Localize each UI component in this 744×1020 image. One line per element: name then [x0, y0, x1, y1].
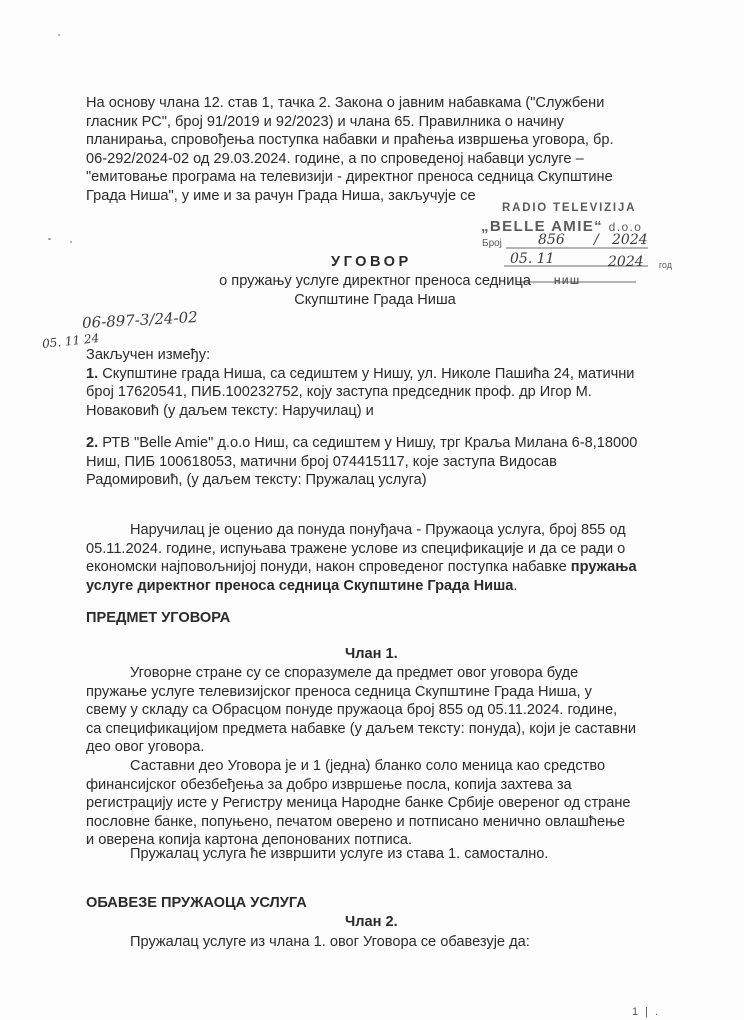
- subtitle-line: Скупштине Града Ниша: [294, 291, 456, 308]
- preamble-paragraph: [86, 521, 666, 595]
- article-2-line: Пружалац услуге из члана 1. овог Уговора се обавезује да:: [130, 934, 530, 950]
- scan-speck: [48, 238, 51, 240]
- stamp-handwritten-number: 856: [538, 232, 565, 248]
- article-2-paragraph-1: [130, 933, 666, 952]
- article-1-paragraph-2: [86, 757, 666, 850]
- party-1-number: 1.: [86, 365, 99, 382]
- stamp-org-line: RADIO TELEVIZIJA: [502, 202, 637, 214]
- article-1-line: финансијског обезбеђења за добро извршење посла, копија захтева за: [86, 776, 572, 793]
- stamp-slash: /: [594, 232, 599, 248]
- article-1-paragraph-3: [130, 845, 666, 864]
- party-2-line: Ниш, ПИБ 100618053, матични број 074415117, које заступа Видосав: [86, 453, 557, 470]
- intro-line: планирања, спровођења поступка набавки и праћења извршења уговора, бр.: [86, 132, 614, 149]
- article-1-line: са спецификацијом предмета набавке (у даљем тексту: понуда), који је саставни: [86, 720, 637, 737]
- article-1-line: део овог уговора.: [86, 739, 205, 756]
- party-1-line: Новаковић (у даљем тексту: Наручилац) и: [86, 402, 374, 419]
- preamble-line: услуге директног преноса седница Скупштине Града Ниша.: [86, 577, 518, 594]
- stamp-year-suffix: год: [658, 260, 672, 270]
- section-2-heading: ОБАВЕЗЕ ПРУЖАОЦА УСЛУГА: [86, 895, 307, 911]
- page-marker: 1 | .: [632, 1006, 661, 1018]
- intro-line: Града Ниша", у име и за рачун Града Ниша, закључује се: [86, 187, 476, 204]
- stamp-handwritten-date: 05. 11: [510, 251, 555, 267]
- stamp-company-name: „BELLE AMIE“ d.o.o: [481, 218, 643, 235]
- section-1-heading: ПРЕДМЕТ УГОВОРА: [86, 610, 231, 626]
- preamble-line: 05.11.2024. године, испуњава тражене услове из спецификације и да се ради о: [86, 540, 626, 557]
- handwritten-date: 05. 11 24: [41, 331, 100, 351]
- scan-speck: [58, 34, 60, 36]
- preamble-line: економски најповољнијој понуди, након спроведеног поступка набавке пружања: [86, 559, 637, 576]
- parties-intro: Закључен између:: [86, 347, 211, 363]
- intro-line: На основу члана 12. став 1, тачка 2. Закона о јавним набавкама ("Службени: [86, 95, 605, 111]
- intro-line: гласник РС", број 91/2019 и 92/2023) и члана 65. Правилника о начину: [86, 113, 564, 130]
- preamble-line: Наручилац је оценио да понуда понуђача - Пружаоца услуга, број 855 од: [130, 522, 626, 538]
- party-1-line: број 17620541, ПИБ.100232752, коју заступа председник проф. др Игор М.: [86, 384, 592, 401]
- article-1-line: пружање услуге телевизијског преноса седница Скупштине Града Ниша, у: [86, 683, 592, 700]
- article-1-line: регистрацију исте у Регистру меница Народне банке Србије овереног од стране: [86, 795, 631, 812]
- intro-line: "емитовање програма на телевизији - директног преноса седница Скупштине: [86, 169, 613, 186]
- article-1-heading: Члан 1.: [345, 646, 398, 662]
- intro-paragraph: [86, 94, 664, 206]
- handwritten-reference-number: 06-897-3/24-02: [81, 307, 199, 333]
- party-2-line: 2. РТВ "Belle Amie" д.о.о Ниш, са седиштем у Нишу, трг Краља Милана 6-8,18000: [86, 435, 638, 451]
- article-1-paragraph-1: [86, 664, 666, 757]
- stamp-handwritten-date-year: 2024: [608, 254, 644, 270]
- article-1-line: Пружалац услуга ће извршити услуге из става 1. самостално.: [130, 846, 549, 862]
- stamp-city: НИШ: [554, 276, 581, 286]
- article-1-line: Саставни део Уговора је и 1 (једна) бланко соло меница као средство: [130, 758, 606, 774]
- party-2-line: Радомировић, (у даљем тексту: Пружалац услуга): [86, 472, 427, 489]
- stamp-number-label: Број: [482, 238, 502, 249]
- article-1-line: Уговорне стране су се споразумеле да предмет овог уговора буде: [130, 665, 579, 681]
- subtitle-line: о пружању услуге директног преноса седница: [219, 273, 531, 289]
- article-1-line: свему у складу са Обрасцом понуде пружаоца број 855 од 05.11.2024. године,: [86, 702, 618, 719]
- contract-title: УГОВОР: [331, 254, 412, 270]
- intro-line: 06-292/2024-02 од 29.03.2024. године, а по спроведеној набавци услуге –: [86, 150, 584, 167]
- party-2: [86, 434, 666, 490]
- contract-subtitle: [210, 272, 540, 309]
- party-2-number: 2.: [86, 435, 99, 451]
- article-1-line: пословне банке, попуњено, печатом оверено и потписано менично овлашћење: [86, 813, 626, 830]
- article-1-line: и оверена копија картона депонованих потписа.: [86, 832, 413, 849]
- stamp-handwritten-year: 2024: [612, 232, 648, 248]
- party-1-line: 1. Скупштине града Ниша, са седиштем у Нишу, ул. Николе Пашића 24, матични: [86, 365, 635, 382]
- scan-speck: [70, 241, 72, 243]
- parties-section: [86, 346, 666, 420]
- article-2-heading: Члан 2.: [345, 914, 398, 930]
